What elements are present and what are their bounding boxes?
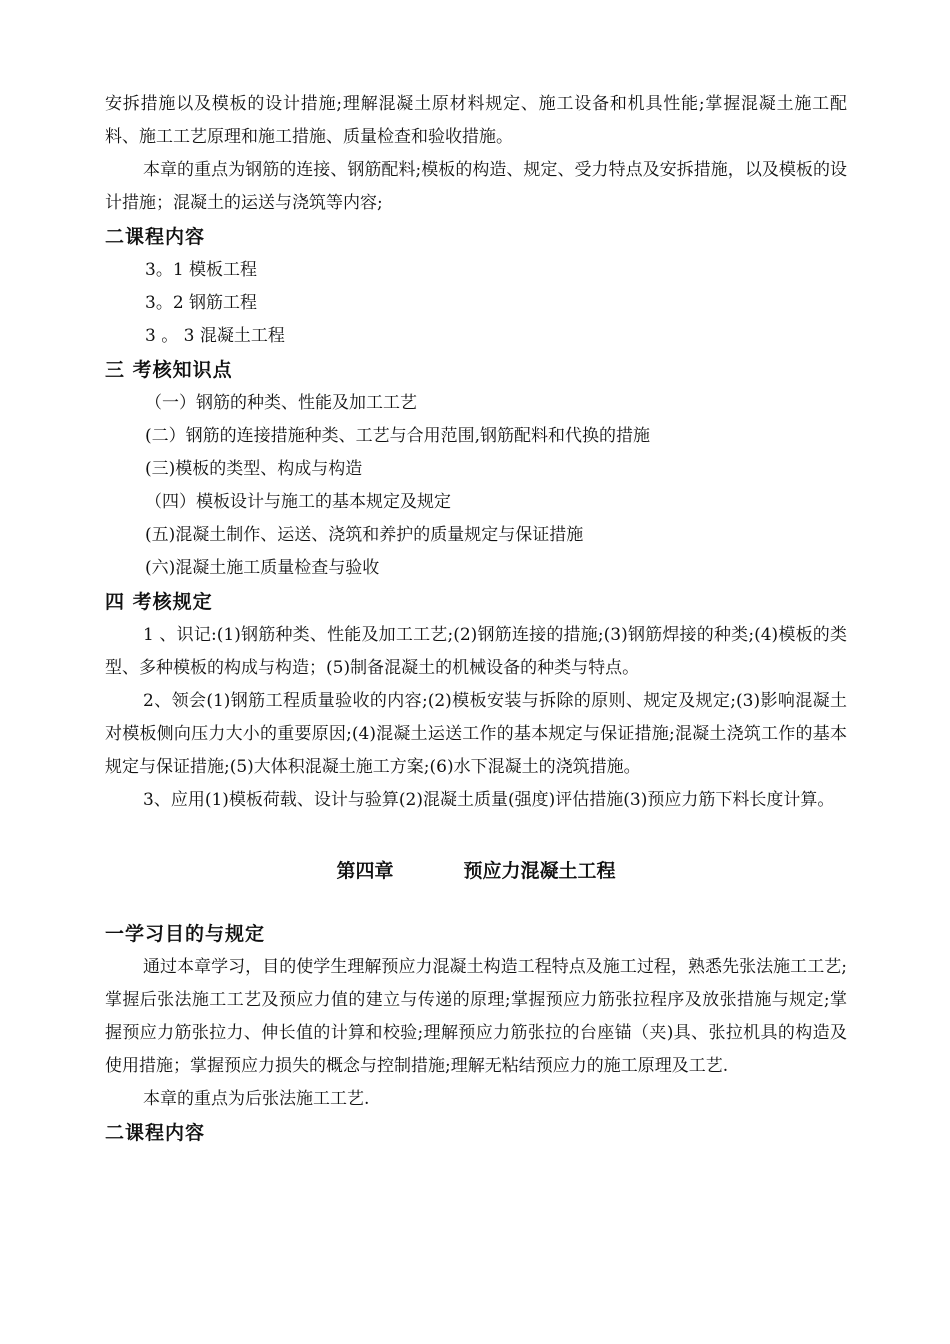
chapter-number: 第四章 [336,860,394,882]
document-body [105,88,847,1150]
course-item: 3。2 钢筋工程 [145,293,258,313]
course-item: 3 。 3 混凝土工程 [145,326,285,346]
knowledge-item: (六)混凝土施工质量检查与验收 [145,558,380,578]
knowledge-item: （一）钢筋的种类、性能及加工工艺 [145,393,417,413]
intro-paragraph-1: 安拆措施以及模板的设计措施;理解混凝土原材料规定、施工设备和机具性能;掌握混凝土施工配料、施工工艺原理和施工措施、质量检查和验收措施。 [105,94,847,147]
chapter-name: 预应力混凝土工程 [463,860,616,882]
knowledge-item: (二）钢筋的连接措施种类、工艺与合用范围,钢筋配料和代换的措施 [145,426,651,446]
section-heading-assessment-requirements: 四 考核规定 [105,591,213,613]
section-heading-knowledge-points: 三 考核知识点 [105,359,233,381]
key-points-paragraph: 本章的重点为后张法施工工艺. [143,1089,370,1109]
knowledge-item: (三)模板的类型、构成与构造 [145,459,363,479]
course-item: 3。1 模板工程 [145,260,258,280]
assessment-paragraph-comprehend: 2、领会(1)钢筋工程质量验收的内容;(2)模板安装与拆除的原则、规定及规定;(3)影响混凝土对模板侧向压力大小的重要原因;(4)混凝土运送工作的基本规定与保证措施;混凝土浇筑工作的基本规定与保证措施;(5)大体积混凝土施工方案;(6)水下混凝土的浇筑措施。 [105,691,847,777]
objectives-paragraph: 通过本章学习，目的使学生理解预应力混凝土构造工程特点及施工过程，熟悉先张法施工工艺;掌握后张法施工工艺及预应力值的建立与传递的原理;掌握预应力筋张拉程序及放张措施与规定;掌握预应力筋张拉力、伸长值的计算和校验;理解预应力筋张拉的台座锚（夹)具、张拉机具的构造及使用措施；掌握预应力损失的概念与控制措施;理解无粘结预应力的施工原理及工艺. [105,957,847,1076]
knowledge-item: （四）模板设计与施工的基本规定及规定 [145,492,451,512]
intro-paragraph-2: 本章的重点为钢筋的连接、钢筋配料;模板的构造、规定、受力特点及安拆措施，以及模板的设计措施；混凝土的运送与浇筑等内容; [105,160,847,213]
assessment-paragraph-apply: 3、应用(1)模板荷载、设计与验算(2)混凝土质量(强度)评估措施(3)预应力筋下料长度计算。 [143,790,835,810]
knowledge-item: (五)混凝土制作、运送、浇筑和养护的质量规定与保证措施 [145,525,584,545]
section-heading-course-content: 二课程内容 [105,226,206,248]
section-heading-course-content-ch4: 二课程内容 [105,1122,206,1144]
chapter-title [105,853,847,889]
section-heading-learning-objectives: 一学习目的与规定 [105,923,266,945]
assessment-paragraph-recall: 1 、识记:(1)钢筋种类、性能及加工工艺;(2)钢筋连接的措施;(3)钢筋焊接的种类;(4)模板的类型、多种模板的构成与构造；(5)制备混凝土的机械设备的种类与特点。 [105,625,847,678]
